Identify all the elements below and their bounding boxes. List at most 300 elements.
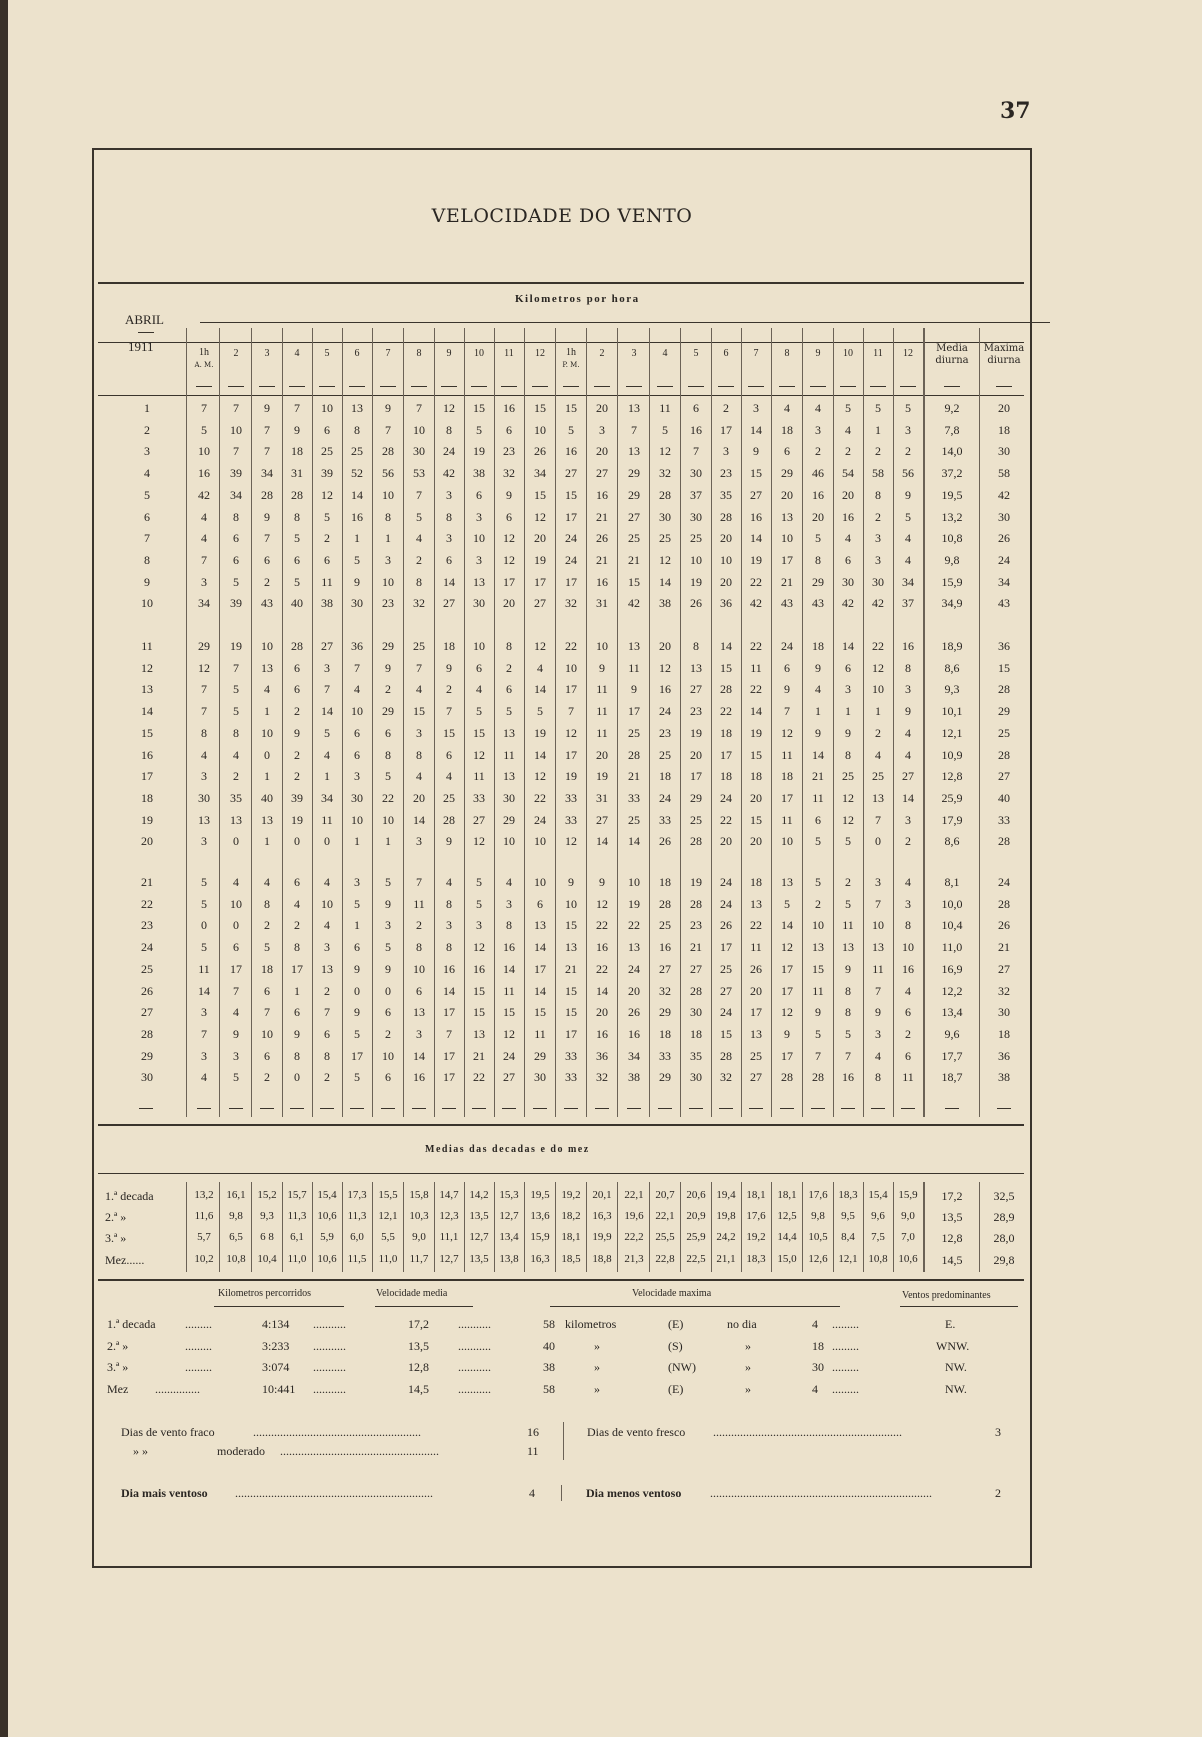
hourly-value: 29 (628, 466, 640, 481)
hourly-value: 5 (233, 1070, 239, 1085)
hourly-value: 20 (842, 487, 854, 502)
summary-leader-dots: ......... (185, 1339, 212, 1353)
hour-header: 2 (233, 348, 239, 359)
daily-max: 18 (998, 422, 1010, 437)
km-header: Kilometros percorridos (218, 1288, 312, 1299)
hourly-value: 5 (264, 940, 270, 955)
summary-direction: (S) (668, 1339, 683, 1353)
daily-mean: 8,6 (944, 660, 960, 675)
decade-hourly-mean: 15,4 (317, 1189, 337, 1201)
hourly-value: 4 (905, 983, 911, 998)
day-label: 23 (141, 918, 153, 933)
hourly-value: 8 (294, 1048, 300, 1063)
hourly-value: 6 (446, 552, 452, 567)
hourly-value: 4 (506, 875, 512, 889)
decade-hourly-mean: 12,5 (777, 1210, 797, 1222)
decade-hourly-mean: 22,1 (655, 1210, 675, 1222)
hourly-value: 34 (198, 596, 210, 611)
hourly-value: 18 (720, 725, 732, 740)
medias-column-divider (312, 1182, 313, 1272)
hourly-value: 8 (905, 918, 911, 933)
hourly-value: 2 (294, 704, 300, 719)
hourly-value: 5 (385, 940, 391, 955)
hour-header: 1h (566, 347, 576, 358)
hourly-value: 22 (382, 790, 394, 805)
decade-hourly-mean: 20,1 (592, 1189, 612, 1201)
hourly-value: 5 (476, 875, 482, 889)
hourly-value: 25 (690, 812, 702, 827)
hourly-value: 17 (781, 790, 793, 805)
hourly-value: 12 (659, 444, 671, 459)
hourly-value: 11 (659, 401, 671, 415)
daily-mean: 16,9 (941, 961, 963, 976)
hourly-value: 5 (354, 1026, 360, 1041)
hourly-value: 6 (506, 682, 512, 697)
hourly-value: 22 (565, 639, 577, 653)
header-underline (657, 386, 673, 387)
column-divider (924, 328, 925, 1117)
daily-mean: 19,5 (941, 487, 963, 502)
hourly-value: 3 (753, 401, 759, 415)
hourly-value: 3 (416, 725, 422, 740)
decade-daily-mean: 13,5 (941, 1210, 963, 1224)
medias-column-divider (524, 1182, 525, 1272)
hourly-value: 0 (385, 983, 391, 998)
hourly-value: 18 (659, 1026, 671, 1041)
hourly-value: 33 (565, 812, 577, 827)
hourly-value: 15 (534, 401, 546, 415)
hourly-value: 4 (875, 747, 881, 762)
hourly-value: 4 (294, 896, 300, 911)
hourly-value: 24 (720, 790, 732, 805)
hourly-value: 42 (443, 466, 455, 481)
data-end-dash (901, 1108, 915, 1109)
hourly-value: 4 (264, 682, 270, 697)
hour-period-label: P. M. (562, 361, 580, 369)
decade-hourly-mean: 11,6 (194, 1210, 214, 1222)
decade-hourly-mean: 11,3 (347, 1210, 367, 1222)
hourly-value: 6 (905, 1048, 911, 1063)
header-underline (532, 386, 548, 387)
hourly-value: 1 (875, 704, 881, 719)
hourly-value: 13 (750, 1026, 762, 1041)
day-label: 15 (141, 725, 153, 740)
decade-hourly-mean: 19,6 (624, 1210, 644, 1222)
hourly-value: 13 (230, 812, 242, 827)
hourly-value: 20 (781, 487, 793, 502)
hourly-value: 6 (784, 444, 790, 459)
medias-column-divider (649, 1182, 650, 1272)
summary-leader-dots: ........... (313, 1339, 346, 1353)
hourly-value: 8 (264, 896, 270, 911)
mais-label: Dia mais ventoso (121, 1486, 208, 1500)
hourly-value: 7 (784, 704, 790, 719)
data-end-dash (945, 1108, 959, 1109)
hourly-value: 4 (233, 747, 239, 762)
hourly-value: 3 (905, 422, 911, 437)
hourly-value: 15 (473, 1005, 485, 1020)
hourly-value: 2 (324, 531, 330, 546)
hourly-value: 3 (446, 487, 452, 502)
hourly-value: 3 (416, 1026, 422, 1041)
hourly-value: 17 (720, 940, 732, 955)
hourly-value: 52 (351, 466, 363, 481)
hourly-value: 16 (902, 639, 914, 653)
hourly-value: 9 (568, 875, 574, 889)
medias-column-divider (186, 1182, 187, 1272)
header-underline (748, 386, 764, 387)
daily-max: 28 (998, 896, 1010, 911)
hourly-value: 11 (321, 574, 333, 589)
hourly-value: 28 (291, 487, 303, 502)
hourly-value: 20 (750, 834, 762, 849)
summary-max: 40 (543, 1339, 555, 1353)
hourly-value: 30 (659, 509, 671, 524)
hourly-value: 6 (233, 940, 239, 955)
hourly-value: 21 (628, 769, 640, 784)
summary-day: 30 (812, 1360, 824, 1374)
hourly-value: 12 (781, 725, 793, 740)
daily-max: 27 (998, 769, 1010, 784)
hourly-value: 8 (506, 639, 512, 653)
data-end-dash (197, 1108, 211, 1109)
hourly-value: 18 (659, 769, 671, 784)
daily-mean: 17,9 (941, 812, 963, 827)
decade-hourly-mean: 16,3 (592, 1210, 612, 1222)
hourly-value: 0 (201, 918, 207, 933)
decade-hourly-mean: 15,7 (287, 1189, 307, 1201)
hourly-value: 16 (659, 682, 671, 697)
medias-column-divider (802, 1182, 803, 1272)
hourly-value: 20 (534, 531, 546, 546)
hourly-value: 23 (720, 466, 732, 481)
hourly-value: 2 (815, 444, 821, 459)
daily-mean: 37,2 (941, 466, 963, 481)
decade-hourly-mean: 10,8 (868, 1253, 888, 1265)
hourly-value: 7 (233, 401, 239, 415)
hourly-value: 38 (473, 466, 485, 481)
hourly-value: 27 (596, 812, 608, 827)
daily-max: 58 (998, 466, 1010, 481)
decade-daily-mean: 17,2 (941, 1189, 963, 1203)
daily-max: 34 (998, 574, 1010, 589)
footer-leader-dots: ..................................................... (280, 1444, 439, 1458)
hourly-value: 0 (264, 747, 270, 762)
hourly-value: 16 (473, 961, 485, 976)
hourly-value: 0 (324, 834, 330, 849)
hourly-value: 13 (690, 660, 702, 675)
footer-menos-value: 2 (995, 1486, 1001, 1500)
hourly-value: 11 (872, 961, 884, 976)
hourly-value: 54 (842, 466, 854, 481)
header-underline (626, 386, 642, 387)
hourly-value: 11 (503, 747, 515, 762)
decade-hourly-mean: 9,8 (811, 1210, 825, 1222)
day-label: 7 (144, 531, 150, 546)
hourly-value: 19 (596, 769, 608, 784)
hourly-value: 3 (201, 834, 207, 849)
hourly-value: 32 (413, 596, 425, 611)
day-label: 8 (144, 552, 150, 567)
decade-hourly-mean: 15,9 (898, 1189, 918, 1201)
hourly-value: 39 (291, 790, 303, 805)
header-underline (196, 386, 212, 387)
hourly-value: 4 (905, 552, 911, 567)
hourly-value: 17 (628, 704, 640, 719)
page (8, 0, 1202, 1737)
hourly-value: 9 (385, 401, 391, 415)
hourly-value: 18 (443, 639, 455, 653)
hourly-value: 17 (443, 1005, 455, 1020)
hourly-value: 9 (385, 660, 391, 675)
medias-column-divider (617, 1182, 618, 1272)
day-label: 13 (141, 682, 153, 697)
header-underline (411, 386, 427, 387)
hourly-value: 5 (905, 509, 911, 524)
hourly-value: 21 (473, 1048, 485, 1063)
hourly-value: 9 (905, 704, 911, 719)
footer-leader-dots: .................................................................. (235, 1486, 433, 1500)
hourly-value: 10 (690, 552, 702, 567)
hourly-value: 10 (720, 552, 732, 567)
hourly-value: 0 (875, 834, 881, 849)
hourly-value: 5 (815, 531, 821, 546)
summary-vel: 12,8 (408, 1360, 429, 1374)
daily-mean: 9,3 (944, 682, 960, 697)
hourly-value: 9 (233, 1026, 239, 1041)
hourly-value: 14 (351, 487, 363, 502)
hourly-value: 3 (815, 422, 821, 437)
medias-column-divider (979, 1182, 980, 1272)
hour-header: 9 (815, 348, 821, 359)
hourly-value: 39 (321, 466, 333, 481)
hourly-value: 10 (902, 940, 914, 955)
hourly-value: 11 (812, 983, 824, 998)
hourly-value: 30 (690, 509, 702, 524)
day-label: 22 (141, 896, 153, 911)
hourly-value: 7 (385, 422, 391, 437)
daily-mean: 13,2 (941, 509, 963, 524)
decade-hourly-mean: 10,5 (808, 1231, 828, 1243)
hourly-value: 10 (382, 812, 394, 827)
decade-hourly-mean: 21,3 (624, 1253, 644, 1265)
day-label: 12 (141, 660, 153, 675)
medias-column-divider (434, 1182, 435, 1272)
hourly-value: 6 (294, 660, 300, 675)
decade-hourly-mean: 11,0 (287, 1253, 307, 1265)
hourly-value: 5 (354, 896, 360, 911)
daily-max: 30 (998, 509, 1010, 524)
hourly-value: 32 (565, 596, 577, 611)
hourly-value: 14 (781, 918, 793, 933)
hourly-value: 5 (201, 940, 207, 955)
hourly-value: 17 (291, 961, 303, 976)
day-label: 9 (144, 574, 150, 589)
summary-max: 38 (543, 1360, 555, 1374)
hourly-value: 3 (201, 1048, 207, 1063)
data-end-dash (811, 1108, 825, 1109)
hourly-value: 10 (382, 1048, 394, 1063)
hourly-value: 3 (905, 896, 911, 911)
hourly-value: 24 (565, 531, 577, 546)
daily-mean: 18,9 (941, 639, 963, 653)
month-label: ABRIL (125, 312, 164, 327)
hourly-value: 42 (872, 596, 884, 611)
daily-mean: 17,7 (941, 1048, 963, 1063)
hourly-value: 7 (416, 660, 422, 675)
hourly-value: 29 (781, 466, 793, 481)
hourly-value: 9 (753, 444, 759, 459)
hourly-value: 9 (354, 574, 360, 589)
day-label: 29 (141, 1048, 153, 1063)
decade-hourly-mean: 16,3 (530, 1253, 550, 1265)
hourly-value: 12 (565, 725, 577, 740)
decade-hourly-mean: 10,4 (257, 1253, 277, 1265)
hourly-value: 13 (473, 574, 485, 589)
hourly-value: 4 (905, 531, 911, 546)
data-end-dash (841, 1108, 855, 1109)
hourly-value: 30 (413, 444, 425, 459)
summary-km: 3:233 (262, 1339, 290, 1353)
hourly-value: 14 (750, 531, 762, 546)
hourly-value: 24 (659, 704, 671, 719)
hourly-value: 16 (690, 422, 702, 437)
medias-column-divider (586, 1182, 587, 1272)
hourly-value: 15 (503, 1005, 515, 1020)
decade-hourly-mean: 15,9 (530, 1231, 550, 1243)
hourly-value: 1 (264, 769, 270, 784)
day-label: 5 (144, 487, 150, 502)
hourly-value: 25 (628, 531, 640, 546)
hourly-value: 13 (321, 961, 333, 976)
hourly-value: 16 (413, 1070, 425, 1085)
hourly-value: 23 (690, 704, 702, 719)
header-underline (228, 386, 244, 387)
hourly-value: 12 (781, 1005, 793, 1020)
hourly-value: 25 (659, 747, 671, 762)
header-underline (840, 386, 856, 387)
hourly-value: 7 (264, 531, 270, 546)
hourly-value: 12 (473, 940, 485, 955)
hourly-value: 4 (324, 918, 330, 933)
summary-km: 10:441 (262, 1382, 296, 1396)
summary-leader-dots: ........... (313, 1317, 346, 1331)
daily-mean: 14,0 (941, 444, 963, 459)
menos-label: Dia menos ventoso (586, 1486, 682, 1500)
hourly-value: 3 (446, 918, 452, 933)
hourly-value: 6 (264, 1048, 270, 1063)
hourly-value: 24 (720, 896, 732, 911)
footer-leader-dots: ............................................................... (713, 1425, 902, 1439)
hourly-value: 12 (443, 401, 455, 415)
summary-leader-dots: ........... (458, 1382, 491, 1396)
hourly-value: 4 (233, 875, 239, 889)
hourly-value: 9 (845, 725, 851, 740)
daily-max: 24 (998, 552, 1010, 567)
hourly-value: 25 (750, 1048, 762, 1063)
medias-caption: Medias das decadas e do mez (425, 1144, 590, 1155)
summary-unit: » (594, 1382, 600, 1396)
hourly-value: 33 (565, 1070, 577, 1085)
hourly-value: 13 (534, 918, 546, 933)
day-label: 19 (141, 812, 153, 827)
hourly-value: 7 (875, 812, 881, 827)
hourly-value: 9 (294, 725, 300, 740)
hourly-value: 2 (875, 509, 881, 524)
daily-mean: 10,9 (941, 747, 963, 762)
hourly-value: 17 (534, 574, 546, 589)
decade-hourly-mean: 15,3 (499, 1189, 519, 1201)
hourly-value: 28 (690, 983, 702, 998)
daily-max: 36 (998, 639, 1010, 653)
hourly-value: 27 (321, 639, 333, 653)
decade-hourly-mean: 12,1 (378, 1210, 398, 1222)
summary-vel: 17,2 (408, 1317, 429, 1331)
daily-max: 28 (998, 834, 1010, 849)
hourly-value: 8 (845, 747, 851, 762)
hourly-value: 14 (443, 574, 455, 589)
hourly-value: 25 (690, 531, 702, 546)
hourly-value: 15 (565, 983, 577, 998)
rule-line (98, 342, 1024, 343)
hourly-value: 11 (628, 660, 640, 675)
hourly-value: 15 (565, 1005, 577, 1020)
hourly-value: 6 (506, 509, 512, 524)
hourly-value: 18 (750, 769, 762, 784)
hourly-value: 16 (351, 509, 363, 524)
data-end-dash (320, 1108, 334, 1109)
decade-hourly-mean: 7,5 (871, 1231, 885, 1243)
hourly-value: 38 (659, 596, 671, 611)
decade-hourly-mean: 22,8 (655, 1253, 675, 1265)
summary-unit: » (594, 1339, 600, 1353)
medias-column-divider (464, 1182, 465, 1272)
day-label: 18 (141, 790, 153, 805)
hourly-value: 14 (902, 790, 914, 805)
day-label: 14 (141, 704, 153, 719)
hourly-value: 15 (565, 487, 577, 502)
header-underline (441, 386, 457, 387)
decade-hourly-mean: 15,2 (257, 1189, 277, 1201)
hourly-value: 25 (443, 790, 455, 805)
hourly-value: 3 (875, 875, 881, 889)
hourly-value: 1 (354, 918, 360, 933)
summary-wind: NW. (945, 1382, 967, 1396)
hourly-value: 20 (720, 531, 732, 546)
hourly-value: 18 (261, 961, 273, 976)
summary-header-underline (550, 1306, 840, 1307)
hourly-value: 16 (812, 487, 824, 502)
hourly-value: 36 (720, 596, 732, 611)
hourly-value: 22 (750, 918, 762, 933)
daily-max: 26 (998, 531, 1010, 546)
hourly-value: 9 (815, 1005, 821, 1020)
maxima-header-line2: diurna (987, 355, 1021, 366)
hourly-value: 12 (534, 769, 546, 784)
hourly-value: 1 (354, 531, 360, 546)
daily-mean: 9,2 (944, 401, 960, 415)
fraco-label: Dias de vento fraco (121, 1425, 215, 1439)
hourly-value: 5 (324, 725, 330, 740)
decade-hourly-mean: 10,6 (317, 1210, 337, 1222)
hourly-value: 17 (781, 983, 793, 998)
footer-divider (561, 1485, 562, 1501)
medias-column-divider (924, 1182, 925, 1272)
summary-period-label: 2.ª » (107, 1339, 129, 1353)
hourly-value: 6 (845, 552, 851, 567)
header-underline (996, 386, 1012, 387)
data-end-dash (412, 1108, 426, 1109)
